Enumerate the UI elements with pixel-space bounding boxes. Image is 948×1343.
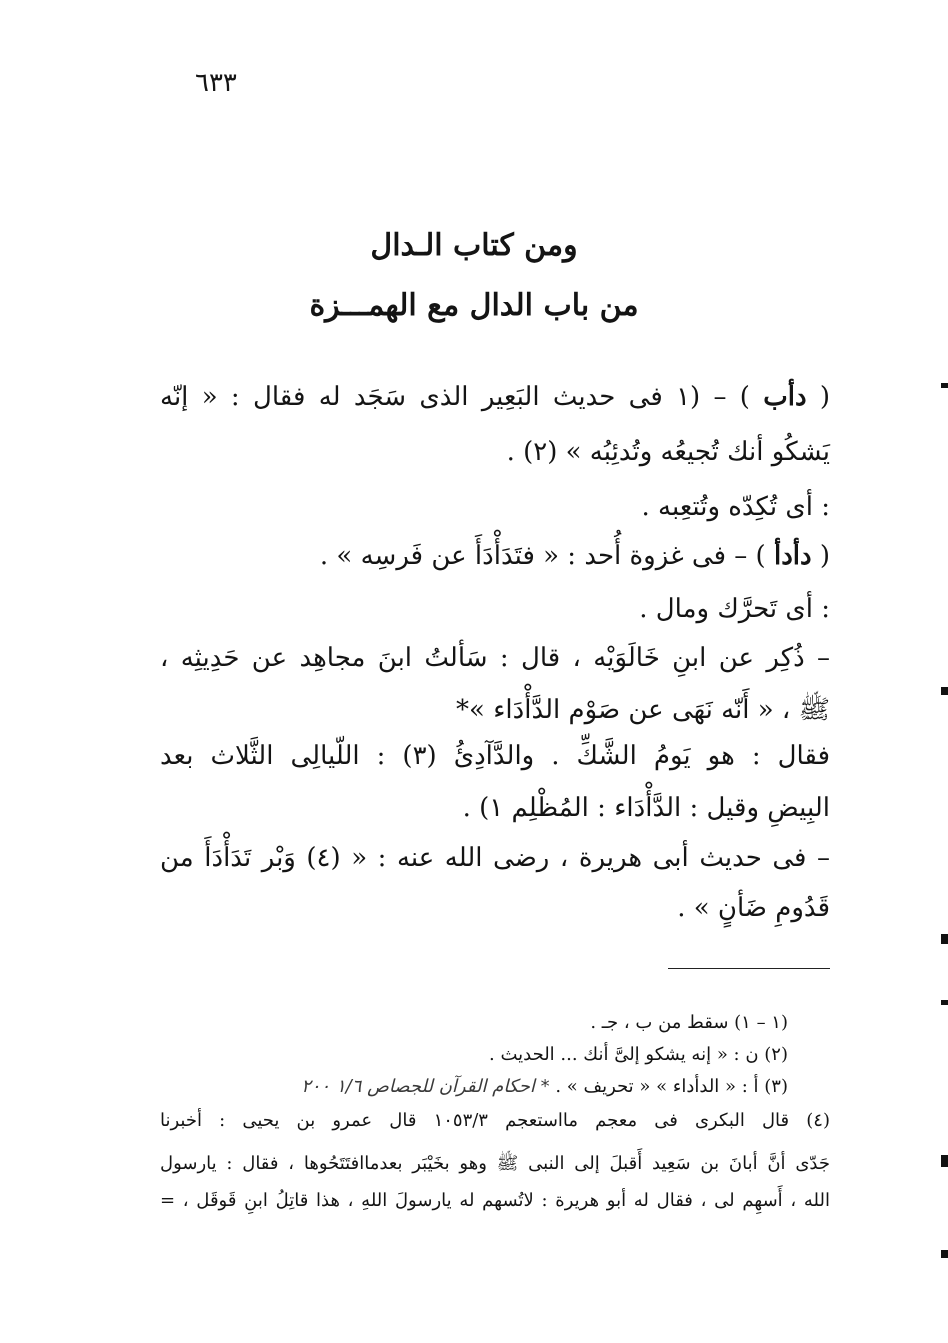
body-line-3: : أى تُكِدّه وتُتعِبه . [641, 492, 830, 522]
line-4-text: ) – فى غزوة أُحد : « فتَدَأْدَأَ عن فَرسِه » . [319, 541, 774, 571]
footnote-4-line-2: جَدّى أنَّ أبانَ بن سَعِيد أَقبلَ إلى النبى ﷺ وهو بخَيْبَر بعدماافتَتَحُوها ، فقال : يارسول [160, 1153, 830, 1174]
line-4-prefix: ( [811, 541, 830, 571]
footnote-3-text: (٣) أ : « الدأداء » « تحريف » . [555, 1076, 788, 1097]
margin-mark [941, 383, 948, 388]
body-line-7: ﷺ ، « أَنّه نَهَى عن صَوْم الدَّأْدَاء »* [456, 695, 830, 725]
entry-headword-dadaa: دأدأ [773, 541, 812, 571]
body-line-1 [160, 382, 830, 412]
body-line-9: البِيضِ وقيل : الدَّأْدَاء : المُظْلِم ١) . [462, 793, 830, 823]
page-number: ٦٣٣ [195, 68, 237, 98]
chapter-title: ومن كتاب الـدال [370, 228, 578, 263]
body-line-2: يَشكُو أنك تُجيعُه وتُدئِبُه » (٢) . [506, 437, 830, 467]
body-line-6: – ذُكِر عن ابنِ خَالَوَيْه ، قال : سَألتُ ابنَ مجاهِد عن حَدِيثِه ، [160, 643, 830, 673]
body-line-8: فقال : هو يَومُ الشَّكِّ . والدَّآدِئُ (٣) : اللّيالِى الثَّلاث بعد [160, 741, 831, 771]
margin-mark [941, 1250, 948, 1258]
handwritten-annotation: * احكام القرآن للجصاص ١/٦ ٢٠٠ [301, 1076, 556, 1097]
footnote-4-line-1: (٤) قال البكرى فى معجم مااستعجم ١٠٥٣/٣ قال عمرو بن يحيى : أخبرنا [160, 1110, 830, 1131]
line-1-prefix: ( [806, 382, 830, 412]
footnote-3 [160, 1076, 788, 1097]
footnote-4-line-3: الله ، أَسهِم لى ، فقال له أبو هريرة : لاتُسهم له يارسولَ اللهِ ، هذا قاتِلُ ابنِ قَوقَل ، = [160, 1190, 831, 1211]
footnote-1: (١ – ١) سقط من ب ، جـ . [590, 1012, 788, 1033]
section-title: من باب الدال مع الهمـــزة [309, 288, 639, 323]
margin-mark [941, 687, 948, 695]
margin-mark [941, 1155, 948, 1167]
body-line-11: قَدُومِ ضَأنٍ » . [677, 893, 830, 923]
body-line-4 [160, 541, 830, 571]
footnote-separator [668, 968, 830, 969]
margin-mark [941, 1000, 948, 1005]
line-1-text: ) – (١ فى حديث البَعِير الذى سَجَد له فقال : « إنّه [160, 382, 764, 412]
margin-mark [941, 934, 948, 944]
body-line-5: : أى تَحرَّك ومال . [639, 594, 830, 624]
footnote-2: (٢) ن : « إنه يشكو إلىَّ أنك ... الحديث . [489, 1044, 788, 1065]
body-line-10: – فى حديث أبى هريرة ، رضى الله عنه : « (٤) وَبْر تَدَأْدَأَ من [160, 843, 830, 873]
entry-headword-dab: دأب [763, 382, 807, 412]
